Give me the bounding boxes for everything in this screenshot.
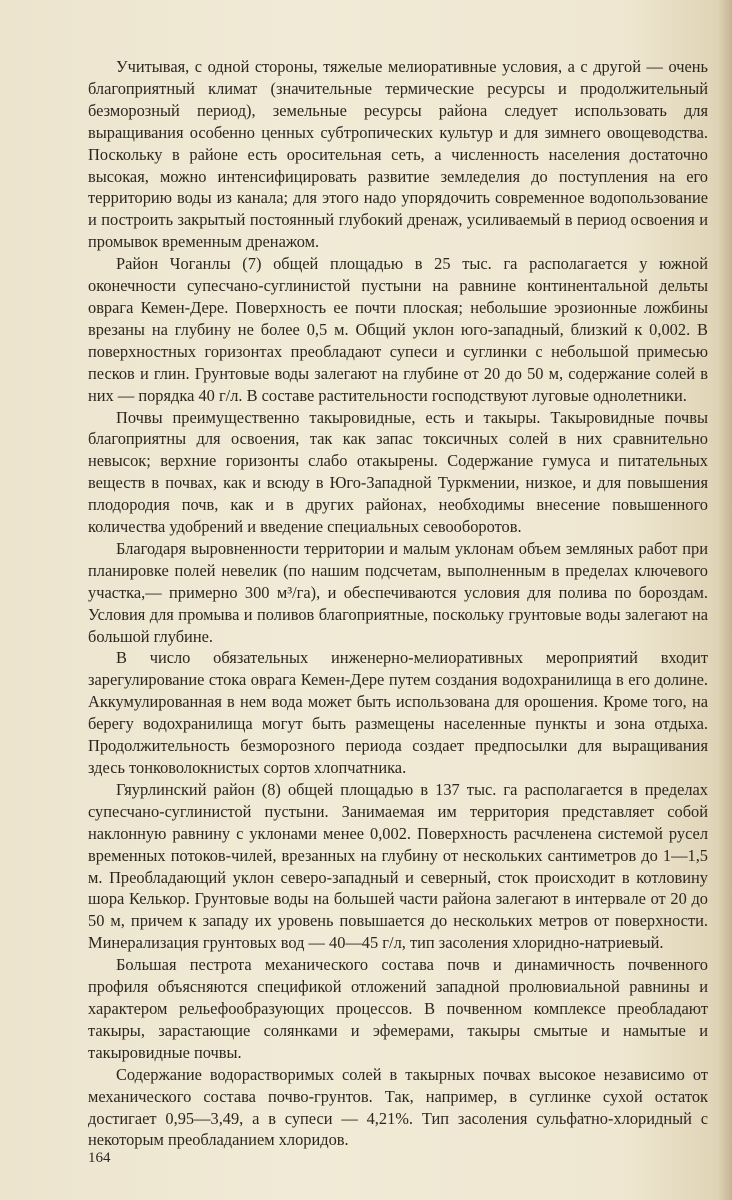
paragraph-4: Благодаря выровненности территории и малым уклонам объем земляных работ при планировке полей невелик (по нашим подсчетам, выполненным в пределах ключевого участка,— примерно 300 м³/га), и обеспечиваются условия для полива по бороздам. Условия для промыва и поливов благоприятные, поскольку грунтовые воды залегают на большой глубине. [88,538,708,646]
paragraph-7: Большая пестрота механического состава почв и динамичность почвенного профиля объясняются спецификой отложений западной пролювиальной равнины и характером рельефообразующих процессов. В почвенном комплексе преобладают такыры, зарастающие солянками и эфемерами, такыры смытые и намытые и такыровидные почвы. [88,955,708,1062]
paragraph-2: Район Чоганлы (7) общей площадью в 25 тыс. га располагается у южной оконечности супесчано-суглинистой пустыни на равнине континентальной дельты оврага Кемен-Дере. Поверхность ее почти плоская; небольшие эрозионные ложбины врезаны на глубину не более 0,5 м. Общий уклон юго-западный, близкий к 0,002. В поверхностных горизонтах преобладают супеси и суглинки с небольшой примесью песков и глин. Грунтовые воды залегают на глубине от 20 до 50 м, содержание солей в них — порядка 40 г/л. В составе растительности господствуют луговые однолетники. [88,254,708,405]
paragraph-1: Учитывая, с одной стороны, тяжелые мелиоративные условия, а с другой — очень благоприятный климат (значительные термические ресурсы и продолжительный безморозный период), земельные ресурсы района следует использовать для выращивания особенно ценных субтропических культур и для зимнего овощеводства. Поскольку в районе есть оросительная сеть, а численность населения достаточно высокая, можно интенсифицировать развитие земледелия до поступления на его территорию воды из канала; для этого надо упорядочить современное водопользование и построить закрытый постоянный глубокий дренаж, усиливаемый в период освоения и промывок временным дренажом. [88,57,708,252]
paragraph-6: Гяурлинский район (8) общей площадью в 137 тыс. га располагается в пределах супесчано-суглинистой пустыни. Занимаемая им территория представляет собой наклонную равнину с уклонами менее 0,002. Поверхность расчленена системой русел временных потоков-чилей, врезанных на глубину от нескольких сантиметров до 1—1,5 м. Преобладающий уклон северо-западный и северный, сток происходит в котловину шора Келькор. Грунтовые воды на большей части района залегают в интервале от 20 до 50 м, причем к западу их уровень повышается до нескольких метров от поверхности. Минерализация грунтовых вод — 40—45 г/л, тип засоления хлоридно-натриевый. [88,779,708,953]
paragraph-5: В число обязательных инженерно-мелиоративных мероприятий входит зарегулирование стока оврага Кемен-Дере путем создания водохранилища в его долине. Аккумулированная в нем вода может быть использована для орошения. Кроме того, на берегу водохранилища могут быть размещены населенные пункты и зона отдыха. Продолжительность безморозного периода создает предпосылки для выращивания здесь тонковолокнистых сортов хлопчатника. [88,648,708,777]
body-text [88,56,708,1151]
page-edge-shadow [718,0,732,1200]
page-number: 164 [88,1150,111,1166]
paragraph-3: Почвы преимущественно такыровидные, есть и такыры. Такыровидные почвы благоприятны для освоения, так как запас токсичных солей в них сравнительно невысок; верхние горизонты слабо отакырены. Содержание гумуса и питательных веществ в почвах, как и всюду в Юго-Западной Туркмении, низкое, и для повышения плодородия почв, как и в других районах, необходимы внесение повышенного количества удобрений и введение специальных севооборотов. [88,407,708,537]
paragraph-8: Содержание водорастворимых солей в такырных почвах высокое независимо от механического состава почво-грунтов. Так, например, в суглинке сухой остаток достигает 0,95—3,49, а в супеси — 4,21%. Тип засоления сульфатно-хлоридный с некоторым преобладанием хлоридов. [88,1064,708,1150]
